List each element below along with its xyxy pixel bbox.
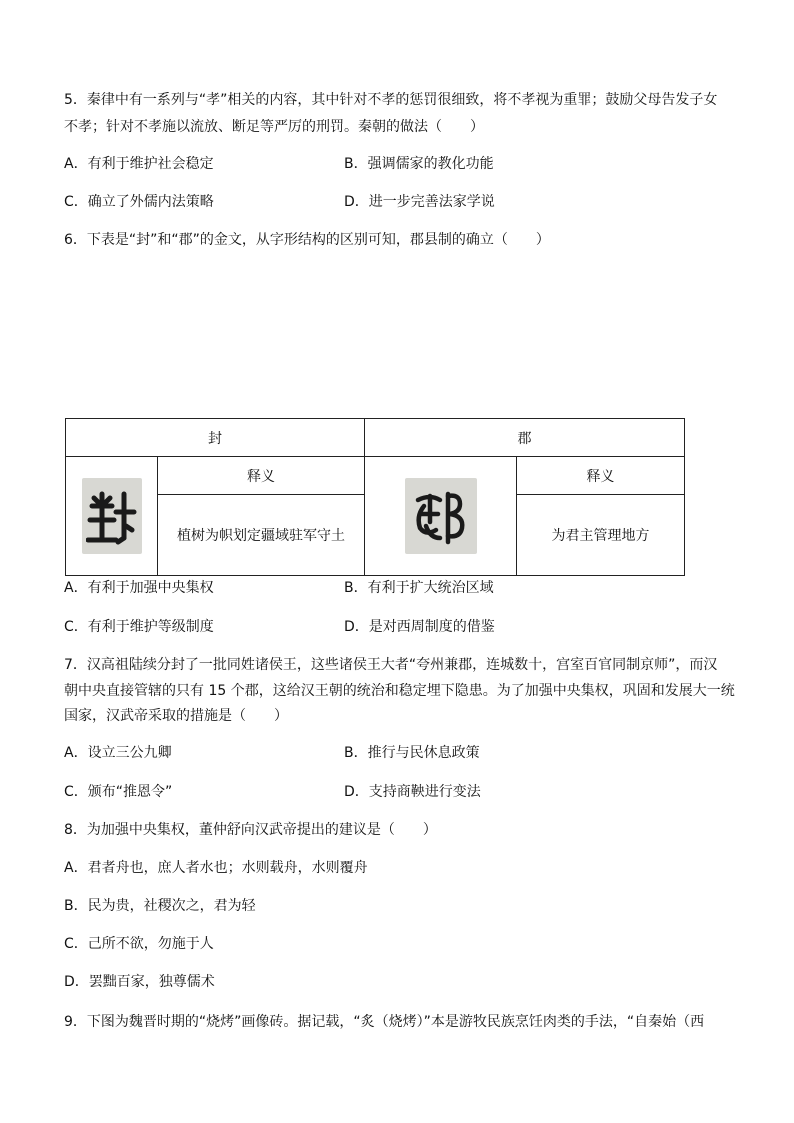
jun-bronze-inscription-image: [405, 478, 477, 554]
feng-meaning: 植树为帜划定疆域驻军守土: [158, 495, 365, 576]
q5-option-c: C．确立了外儒内法策略: [64, 194, 214, 210]
q8-stem: 8．为加强中央集权，董仲舒向汉武帝提出的建议是（ ）: [64, 822, 437, 838]
q7-stem-line3: 国家，汉武帝采取的措施是（ ）: [64, 708, 288, 724]
q5-option-b: B．强调儒家的教化功能: [344, 156, 494, 172]
q8-option-a: A．君者舟也，庶人者水也；水则载舟，水则覆舟: [64, 860, 368, 876]
feng-bronze-inscription-image: [82, 478, 142, 554]
q7-option-d: D．支持商鞅进行变法: [344, 784, 481, 800]
jun-meaning-label: 释义: [517, 457, 685, 495]
header-feng: 封: [66, 419, 365, 457]
jun-glyph-icon: [410, 486, 472, 546]
q8-option-d: D．罢黜百家，独尊儒术: [64, 974, 215, 990]
feng-glyph-cell: [66, 457, 158, 576]
q5-stem-line1: 5．秦律中有一系列与“孝”相关的内容，其中针对不孝的惩罚很细致，将不孝视为重罪；鼓励父母告发子女: [64, 92, 718, 108]
feng-glyph-icon: [86, 486, 138, 546]
q5-option-a: A．有利于维护社会稳定: [64, 156, 214, 172]
q8-option-c: C．己所不欲，勿施于人: [64, 936, 214, 952]
character-comparison-table: [65, 418, 685, 576]
feng-meaning-label: 释义: [158, 457, 365, 495]
q5-option-d: D．进一步完善法家学说: [344, 194, 495, 210]
q7-option-a: A．设立三公九卿: [64, 745, 172, 761]
jun-meaning: 为君主管理地方: [517, 495, 685, 576]
q6-option-a: A．有利于加强中央集权: [64, 580, 214, 596]
q9-stem-line1: 9．下图为魏晋时期的“烧烤”画像砖。据记载，“炙（烧烤）”本是游牧民族烹饪肉类的手法，“自秦始（西: [64, 1014, 705, 1030]
q6-option-c: C．有利于维护等级制度: [64, 619, 214, 635]
q5-stem-line2: 不孝；针对不孝施以流放、断足等严厉的刑罚。秦朝的做法（ ）: [64, 119, 484, 135]
q7-option-b: B．推行与民休息政策: [344, 745, 480, 761]
q7-option-c: C．颁布“推恩令”: [64, 784, 173, 800]
q7-stem-line2: 朝中央直接管辖的只有 15 个郡，这给汉王朝的统治和稳定埋下隐患。为了加强中央集权，巩固和发展大一统: [64, 683, 735, 699]
q6-option-d: D．是对西周制度的借鉴: [344, 619, 495, 635]
jun-glyph-cell: [365, 457, 517, 576]
q6-option-b: B．有利于扩大统治区域: [344, 580, 494, 596]
q7-stem-line1: 7．汉高祖陆续分封了一批同姓诸侯王，这些诸侯王大者“夸州兼郡，连城数十，宫室百官同制京师”，而汉: [64, 657, 718, 673]
header-jun: 郡: [365, 419, 685, 457]
q8-option-b: B．民为贵，社稷次之，君为轻: [64, 898, 256, 914]
q6-stem: 6．下表是“封”和“郡”的金文，从字形结构的区别可知，郡县制的确立（ ）: [64, 232, 550, 248]
